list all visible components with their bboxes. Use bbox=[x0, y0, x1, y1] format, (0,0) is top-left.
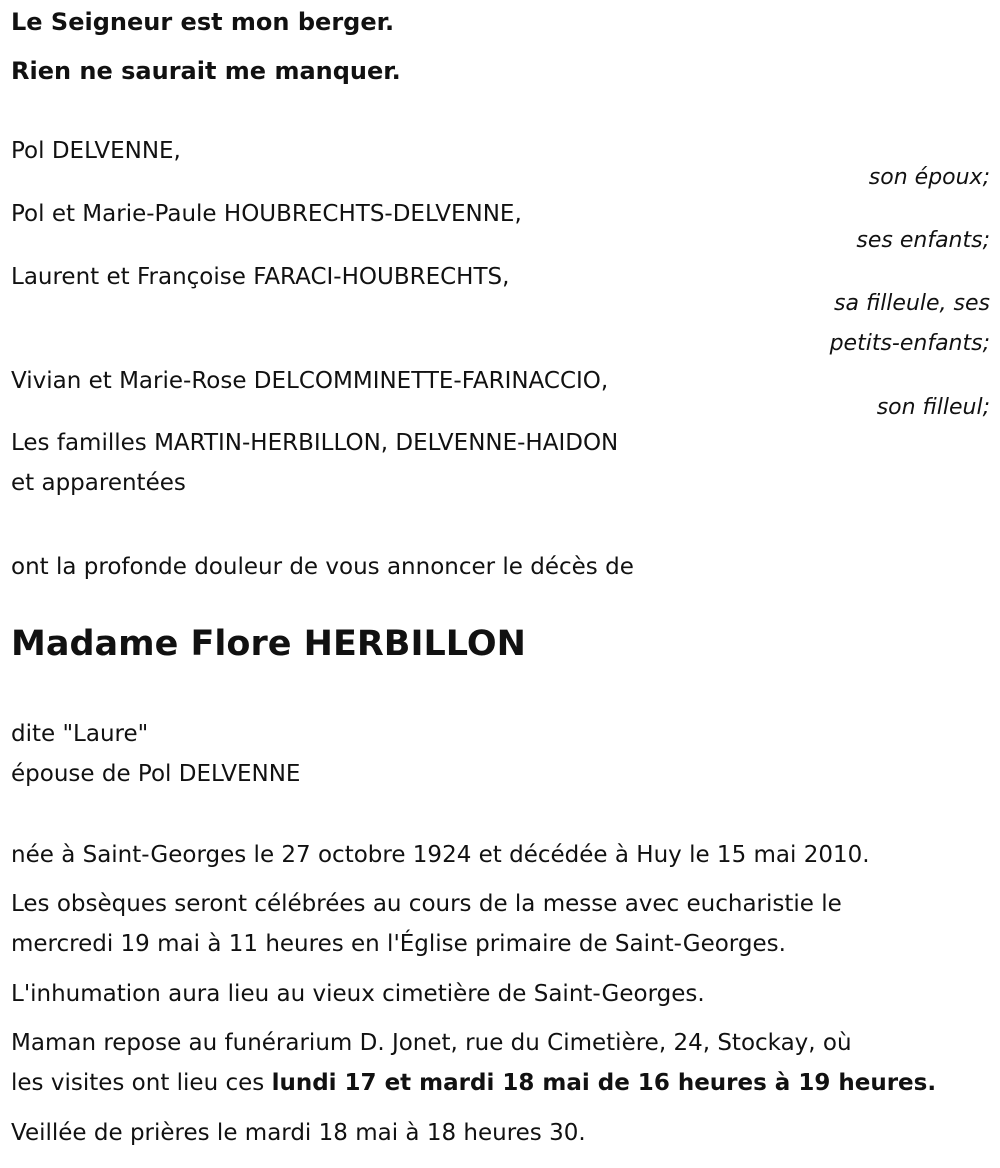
rest-line-1: Maman repose au funérarium D. Jonet, rue du Cimetière, 24, Stockay, où bbox=[11, 1030, 852, 1056]
relation-godson: son filleul; bbox=[876, 395, 990, 420]
mourner-families-line-1: Les familles MARTIN-HERBILLON, DELVENNE-HAIDON bbox=[11, 430, 619, 456]
rest-line-2 bbox=[11, 1063, 936, 1103]
relation-spouse: son époux; bbox=[868, 165, 990, 190]
vigil-line: Veillée de prières le mardi 18 mai à 18 heures 30. bbox=[11, 1120, 586, 1146]
relation-grandchildren-line-1: sa filleule, ses bbox=[834, 291, 990, 316]
announcement-text: ont la profonde douleur de vous annoncer le décès de bbox=[11, 554, 634, 580]
deceased-nickname: dite "Laure" bbox=[11, 721, 149, 747]
mourner-families-line-2: et apparentées bbox=[11, 470, 186, 496]
mourner-godson: Vivian et Marie-Rose DELCOMMINETTE-FARINACCIO, bbox=[11, 368, 609, 394]
verse-line-2: Rien ne saurait me manquer. bbox=[11, 57, 401, 85]
birth-death-line: née à Saint-Georges le 27 octobre 1924 et décédée à Huy le 15 mai 2010. bbox=[11, 842, 870, 868]
verse-line-1: Le Seigneur est mon berger. bbox=[11, 8, 395, 36]
funeral-line-1: Les obsèques seront célébrées au cours de la messe avec eucharistie le bbox=[11, 891, 842, 917]
rest-line-2-prefix: les visites ont lieu ces bbox=[11, 1070, 272, 1096]
deceased-name: Madame Flore HERBILLON bbox=[11, 624, 526, 664]
funeral-line-2: mercredi 19 mai à 11 heures en l'Église primaire de Saint-Georges. bbox=[11, 931, 786, 957]
mourner-grandchildren: Laurent et Françoise FARACI-HOUBRECHTS, bbox=[11, 264, 510, 290]
relation-grandchildren-line-2: petits-enfants; bbox=[829, 331, 990, 356]
burial-line: L'inhumation aura lieu au vieux cimetière de Saint-Georges. bbox=[11, 981, 705, 1007]
deceased-spouse: épouse de Pol DELVENNE bbox=[11, 761, 301, 787]
mourner-children: Pol et Marie-Paule HOUBRECHTS-DELVENNE, bbox=[11, 201, 522, 227]
mourner-spouse: Pol DELVENNE, bbox=[11, 138, 181, 164]
visiting-hours: lundi 17 et mardi 18 mai de 16 heures à 19 heures. bbox=[271, 1070, 937, 1096]
relation-children: ses enfants; bbox=[856, 228, 990, 253]
